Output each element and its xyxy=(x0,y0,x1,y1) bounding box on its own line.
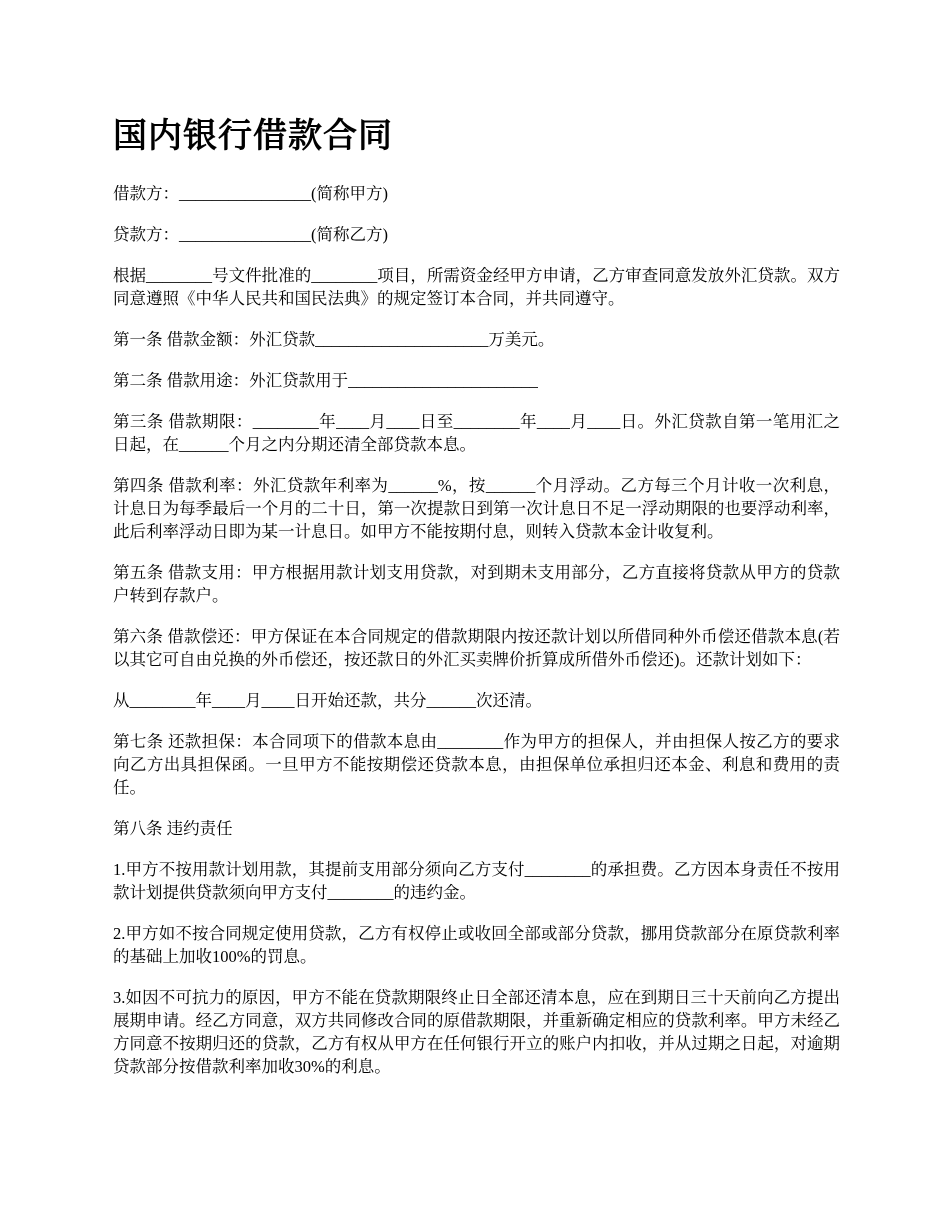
article-8-clause-1: 1.甲方不按用款计划用款，其提前支用部分须向乙方支付________的承担费。乙方因本身责任不按用款计划提供贷款须向甲方支付________的违约金。 xyxy=(113,860,840,902)
article-8-clause-2: 2.甲方如不按合同规定使用贷款，乙方有权停止或收回全部或部分贷款，挪用贷款部分在原贷款利率的基础上加收100%的罚息。 xyxy=(113,924,840,966)
article-5-disbursement: 第五条 借款支用：甲方根据用款计划支用贷款，对到期未支用部分，乙方直接将贷款从甲方的贷款户转到存款户。 xyxy=(113,563,840,605)
borrower-line: 借款方：________________(简称甲方) xyxy=(113,184,388,203)
article-8-clause-3: 3.如因不可抗力的原因，甲方不能在贷款期限终止日全部还清本息，应在到期日三十天前向乙方提出展期申请。经乙方同意，双方共同修改合同的原借款期限，并重新确定相应的贷款利率。甲方未经乙方同意不按期归还的贷款，乙方有权从甲方在任何银行开立的账户内扣收，并从过期之日起，对逾期贷款部分按借款利率加收30%的利息。 xyxy=(113,988,840,1076)
article-1-amount: 第一条 借款金额：外汇贷款_____________________万美元。 xyxy=(113,330,555,349)
lender-line: 贷款方：________________(简称乙方) xyxy=(113,225,388,244)
article-8-heading: 第八条 违约责任 xyxy=(113,819,233,838)
article-3-term: 第三条 借款期限：________年____月____日至________年____月____日。外汇贷款自第一笔用汇之日起，在______个月之内分期还清全部贷款本息。 xyxy=(113,412,840,454)
article-7-guarantee: 第七条 还款担保：本合同项下的借款本息由________作为甲方的担保人，并由担保人按乙方的要求向乙方出具担保函。一旦甲方不能按期偿还贷款本息，由担保单位承担归还本金、利息和费用的责任。 xyxy=(113,732,840,797)
preamble-paragraph: 根据________号文件批准的________项目，所需资金经甲方申请，乙方审查同意发放外汇贷款。双方同意遵照《中华人民共和国民法典》的规定签订本合同，并共同遵守。 xyxy=(113,266,840,308)
document-title: 国内银行借款合同 xyxy=(113,116,393,156)
article-4-interest: 第四条 借款利率：外汇贷款年利率为______%，按______个月浮动。乙方每三个月计收一次利息，计息日为每季最后一个月的二十日，第一次提款日到第一次计息日不足一浮动期限的也要浮动利率，此后利率浮动日即为某一计息日。如甲方不能按期付息，则转入贷款本金计收复利。 xyxy=(113,476,840,541)
article-6-repayment: 第六条 借款偿还：甲方保证在本合同规定的借款期限内按还款计划以所借同种外币偿还借款本息(若以其它可自由兑换的外币偿还，按还款日的外汇买卖牌价折算成所借外币偿还)。还款计划如下： xyxy=(113,627,840,669)
article-2-purpose: 第二条 借款用途：外汇贷款用于_______________________ xyxy=(113,371,538,390)
repayment-schedule-line: 从________年____月____日开始还款，共分______次还清。 xyxy=(113,691,542,710)
document-page xyxy=(113,112,840,1096)
